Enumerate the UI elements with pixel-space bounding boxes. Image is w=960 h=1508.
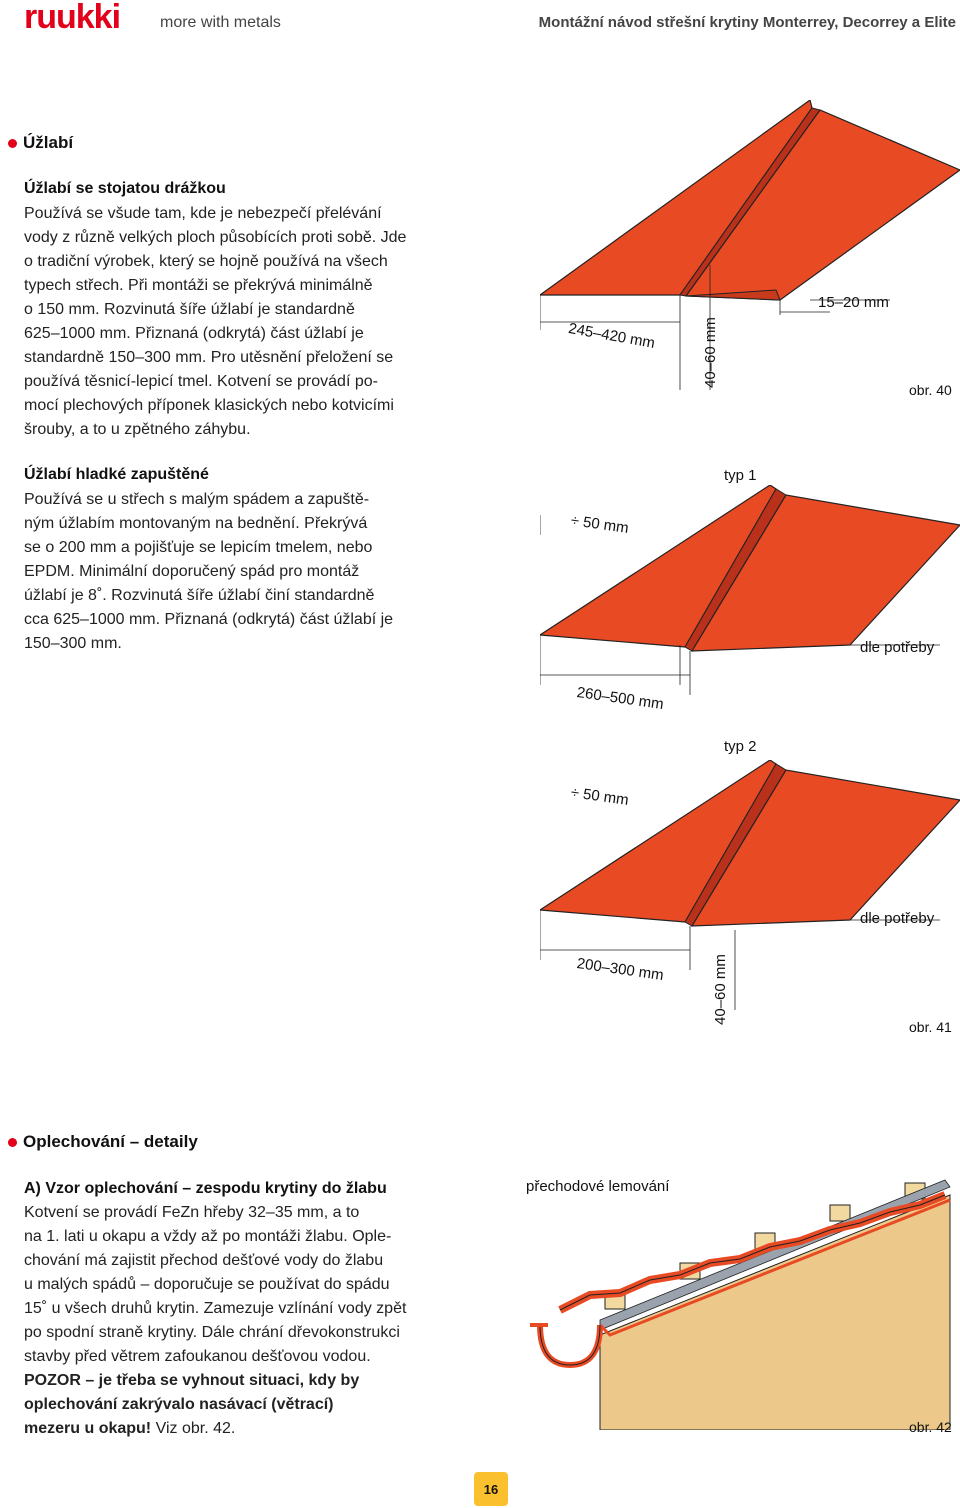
fig42-label: přechodové lemování [526,1178,670,1195]
figure-reference: Viz obr. 42. [151,1420,236,1437]
bullet-icon [8,139,17,148]
fig41-typ1-width: 260–500 mm [575,684,665,714]
tagline: more with metals [160,14,281,31]
subsection-title-stojata: Úžlabí se stojatou drážkou [24,180,226,197]
fig40-dimension-height: 40–60 mm [702,317,719,388]
bullet-icon [8,1138,17,1147]
figure-40-number: obr. 40 [909,382,952,398]
svg-text:ruukki: ruukki [24,0,121,36]
figure-42-eaves-flashing [530,1175,960,1430]
paragraph-hladke: Používá se u střech s malým spádem a zapuště- ným úžlabím montovaným na bednění. Překrývá se o 200 mm a pojišťuje se lepicím tmelem, nebo EPDM. Minimální doporučený spád pro montáž úžlabí je 8˚. Rozvinutá šíře úžlabí činí standardně cca 625–1000 mm. Přiznaná (odkrytá) část úžlabí je 150–300 mm. [24,491,394,652]
subsection-title-hladke: Úžlabí hladké zapuštěné [24,466,209,483]
figure-40-standing-seam-valley [540,100,960,410]
section-title-oplechovani: Oplechování – detaily [8,1132,198,1152]
fig40-dimension-fold: 15–20 mm [818,294,889,311]
paragraph-vzor: Kotvení se provádí FeZn hřeby 32–35 mm, a to na 1. lati u okapu a vždy až po montáži žlabu. Ople- chování má zajistit přechod dešťové vody do žlabu u malých spádů – doporučuje se používat do spádu 15˚ u všech druhů krytin. Zamezuje vzlínání vody zpět po spodní straně krytiny. Dále chrání dřevokonstrukci stavby před větrem zafoukanou dešťovou vodou. POZOR – je třeba se vyhnout situaci, kdy by oplechování zakrývalo nasávací (větrací) mezeru u okapu! Viz obr. 42. [24,1201,464,1441]
subsection-title-vzor: A) Vzor oplechování – zespodu krytiny do žlabu [24,1180,387,1197]
warning-line-3: mezeru u okapu! [24,1420,152,1437]
fig41-typ2-label: typ 2 [724,738,757,755]
fig40-dimension-width: 245–420 mm [567,320,657,352]
fig41-typ2-overlap: ÷ 50 mm [569,784,630,809]
fig41-typ2-width: 200–300 mm [575,955,665,985]
section-title-uzlabi: Úžlabí [8,133,73,153]
fig41-typ2-height: 40–60 mm [712,954,729,1025]
fig41-typ1-overlap: ÷ 50 mm [569,512,630,537]
document-title: Montážní návod střešní krytiny Monterrey, Decorrey a Elite [538,14,956,31]
paragraph-stojata: Používá se všude tam, kde je nebezpečí přelévání vody z různě velkých ploch působících proti sobě. Jde o tradiční výrobek, který se hojně používá na všech typech střech. Při montáži se překrývá minimálně o 150 mm. Rozvinutá šíře úžlabí je standardně 625–1000 mm. Přiznaná (odkrytá) část úžlabí je standardně 150–300 mm. Pro utěsnění přeložení se používá těsnicí-lepicí tmel. Kotvení se provádí po- mocí plechových příponek klasických nebo kotvicími šrouby, a to u zpětného záhybu. [24,205,407,438]
ruukki-logo [24,0,154,36]
fig41-typ1-label: typ 1 [724,467,757,484]
page-number: 16 [474,1472,508,1506]
warning-line-1: POZOR – je třeba se vyhnout situaci, kdy by [24,1372,360,1389]
figure-42-number: obr. 42 [909,1419,952,1435]
fig41-typ1-as-needed: dle potřeby [860,639,935,656]
fig41-typ2-as-needed: dle potřeby [860,910,935,927]
figure-41-number: obr. 41 [909,1019,952,1035]
warning-line-2: oplechování zakrývalo nasávací (větrací) [24,1396,334,1413]
